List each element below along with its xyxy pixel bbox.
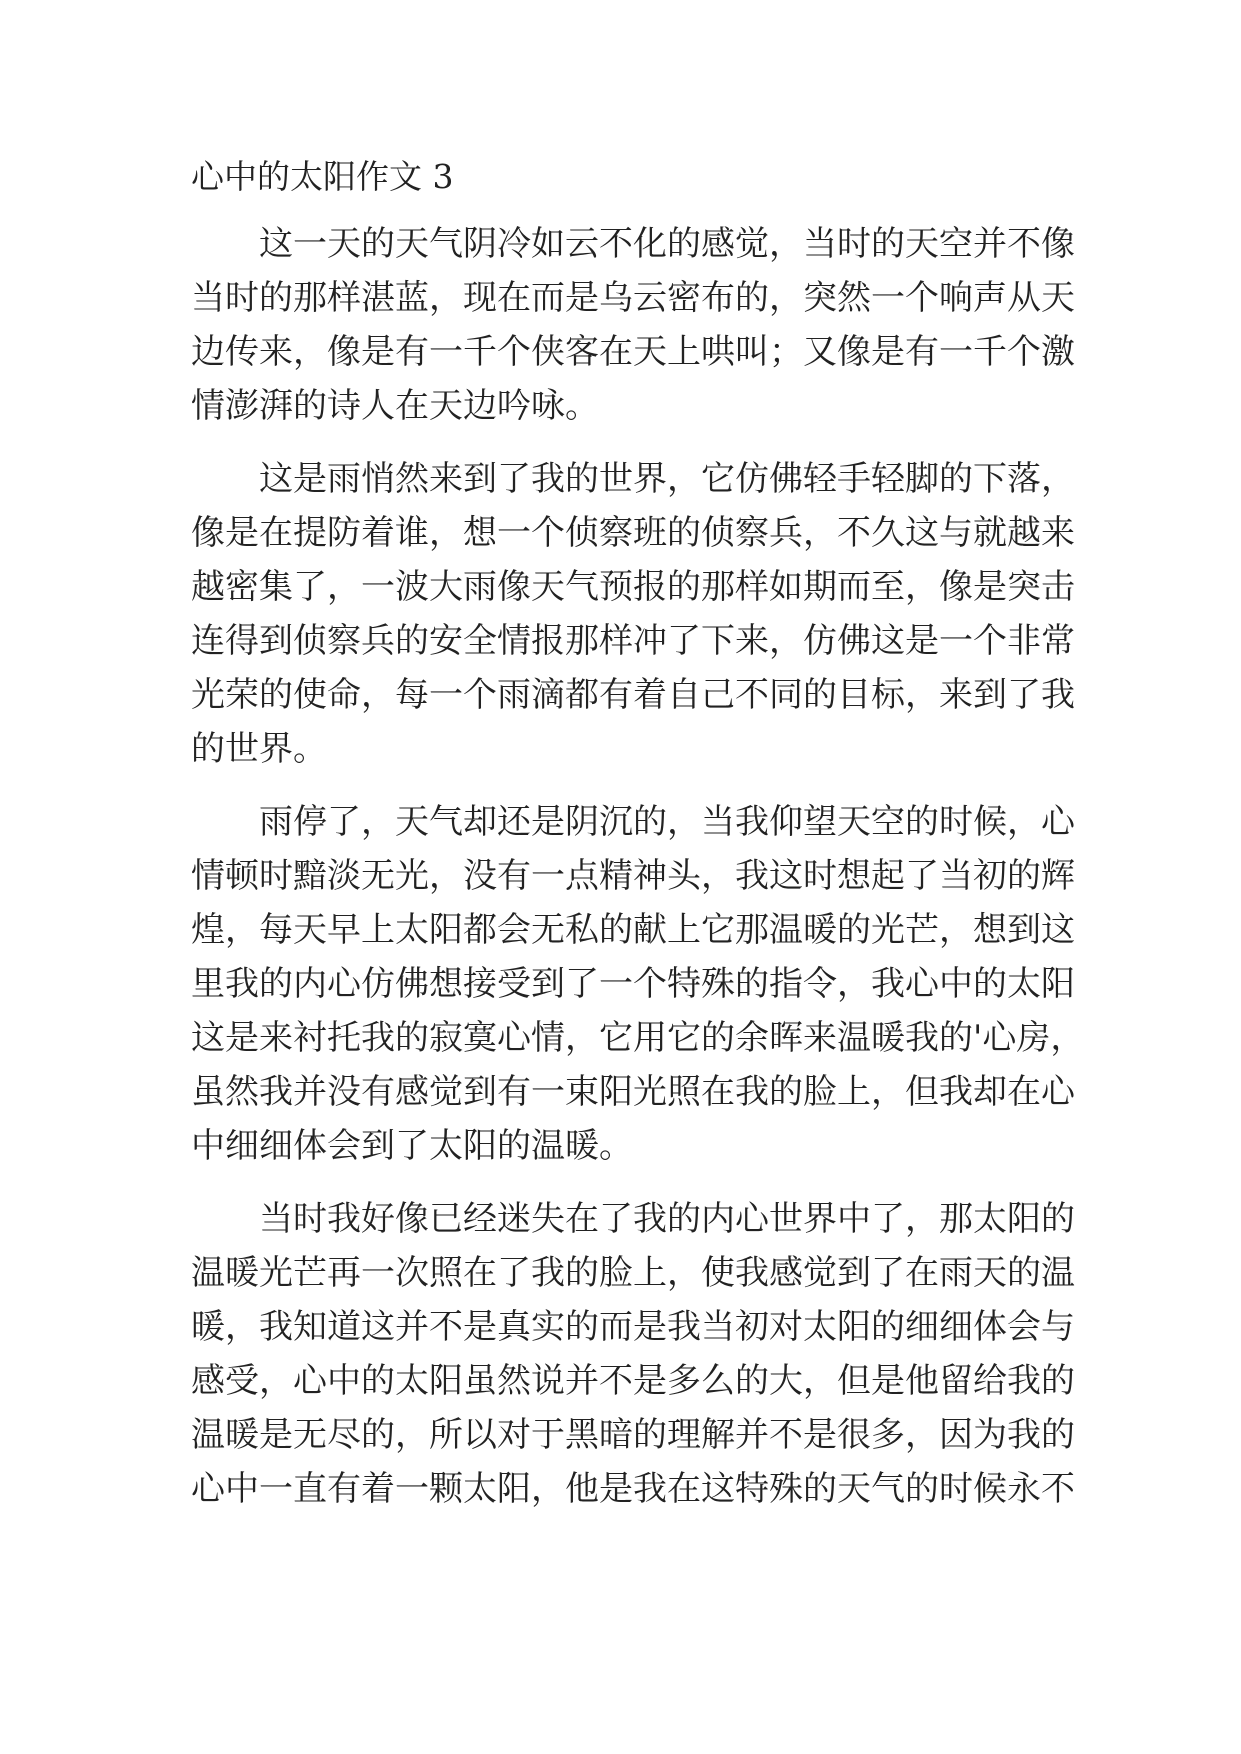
paragraph-3-line-5: 这是来衬托我的寂寞心情，它用它的余晖来温暖我的'心房， (191, 1018, 1085, 1058)
paragraph-4-line-2: 温暖光芒再一次照在了我的脸上，使我感觉到了在雨天的温 (191, 1253, 1075, 1293)
document-title: 心中的太阳作文 3 (191, 157, 454, 196)
paragraph-3-line-1: 雨停了，天气却还是阴沉的，当我仰望天空的时候，心 (259, 802, 1075, 842)
paragraph-4-line-5: 温暖是无尽的，所以对于黑暗的理解并不是很多，因为我的 (191, 1415, 1075, 1455)
paragraph-4-line-6: 心中一直有着一颗太阳，他是我在这特殊的天气的时候永不 (191, 1469, 1075, 1509)
paragraph-3-line-3: 煌，每天早上太阳都会无私的献上它那温暖的光芒，想到这 (191, 910, 1075, 950)
paragraph-1-line-1: 这一天的天气阴冷如云不化的感觉，当时的天空并不像 (259, 224, 1075, 264)
paragraph-1-line-3: 边传来，像是有一千个侠客在天上哄叫；又像是有一千个激 (191, 332, 1075, 372)
paragraph-4-line-1: 当时我好像已经迷失在了我的内心世界中了，那太阳的 (259, 1199, 1075, 1239)
paragraph-2-line-1: 这是雨悄然来到了我的世界，它仿佛轻手轻脚的下落， (259, 459, 1075, 499)
paragraph-2-line-2: 像是在提防着谁，想一个侦察班的侦察兵，不久这与就越来 (191, 513, 1075, 553)
paragraph-2-line-3: 越密集了，一波大雨像天气预报的那样如期而至，像是突击 (191, 567, 1075, 607)
paragraph-3-line-6: 虽然我并没有感觉到有一束阳光照在我的脸上，但我却在心 (191, 1072, 1075, 1112)
paragraph-3-line-7: 中细细体会到了太阳的温暖。 (191, 1126, 633, 1166)
paragraph-2-line-6: 的世界。 (191, 729, 327, 769)
paragraph-3-line-2: 情顿时黯淡无光，没有一点精神头，我这时想起了当初的辉 (191, 856, 1075, 896)
paragraph-2-line-5: 光荣的使命，每一个雨滴都有着自己不同的目标，来到了我 (191, 675, 1075, 715)
paragraph-4-line-4: 感受，心中的太阳虽然说并不是多么的大，但是他留给我的 (191, 1361, 1075, 1401)
paragraph-3-line-4: 里我的内心仿佛想接受到了一个特殊的指令，我心中的太阳 (191, 964, 1075, 1004)
paragraph-1-line-4: 情澎湃的诗人在天边吟咏。 (191, 386, 599, 426)
paragraph-4-line-3: 暖，我知道这并不是真实的而是我当初对太阳的细细体会与 (191, 1307, 1075, 1347)
paragraph-2-line-4: 连得到侦察兵的安全情报那样冲了下来，仿佛这是一个非常 (191, 621, 1075, 661)
paragraph-1-line-2: 当时的那样湛蓝，现在而是乌云密布的，突然一个响声从天 (191, 278, 1075, 318)
